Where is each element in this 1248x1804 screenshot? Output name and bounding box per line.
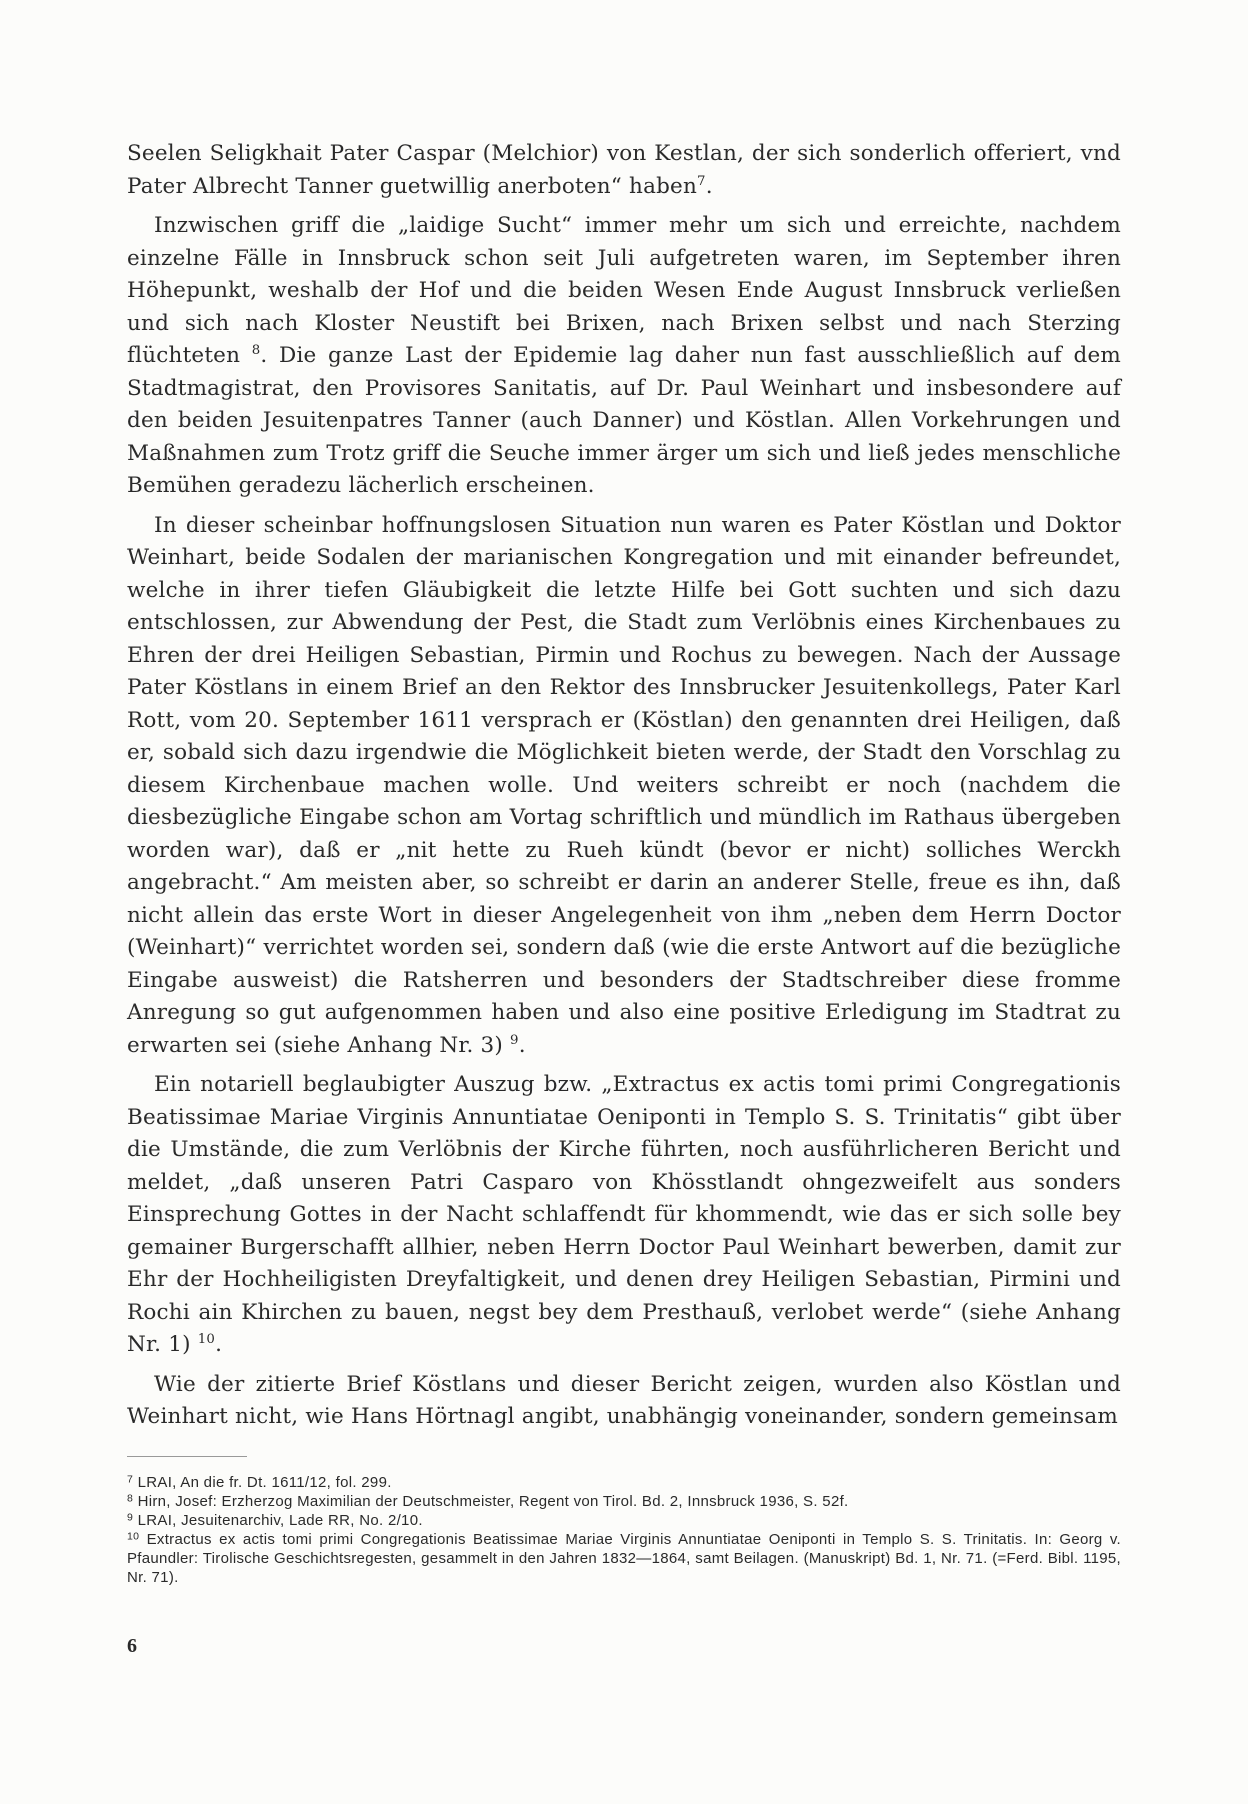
- body-text: [127, 138, 1121, 1434]
- footnote: $^9$ LRAI, Jesuitenarchiv, Lade RR, No. 2/10.: [127, 1511, 423, 1529]
- footnote-ref: 7: [697, 173, 706, 189]
- footnote: $^8$ Hirn, Josef: Erzherzog Maximilian der Deutschmeister, Regent von Tirol. Bd. 2, Innsbruck 1936, S. 52f.: [127, 1492, 849, 1510]
- footnote-ref: 10: [197, 1332, 216, 1348]
- footnote-ref: 8: [251, 343, 261, 359]
- page-number: 6: [127, 1635, 137, 1657]
- paragraph: Seelen Seligkhait Pater Caspar (Melchior) von Kestlan, der sich sonderlich offeriert, vnd Pater Albrecht Tanner guetwillig anerboten“ haben$^7$.: [127, 141, 1121, 199]
- paragraph: In dieser scheinbar hoffnungslosen Situation nun waren es Pater Köstlan und Doktor Weinhart, beide Sodalen der marianischen Kongregation und mit einander befreundet, welche in ihrer tiefen Gläubigkeit die letzte Hilfe bei Gott suchten und sich dazu entschlossen, zur Abwendung der Pest, die Stadt zum Verlöbnis eines Kirchenbaues zu Ehren der drei Heiligen Sebastian, Pirmin und Rochus zu bewegen. Nach der Aussage Pater Köstlans in einem Brief an den Rektor des Innsbrucker Jesuitenkollegs, Pater Karl Rott, vom 20. September 1611 versprach er (Köstlan) den genannten drei Heiligen, daß er, sobald sich dazu irgendwie die Möglichkeit bieten werde, der Stadt den Vorschlag zu diesem Kirchenbaue machen wolle. Und weiters schreibt er noch (nachdem die diesbezügliche Eingabe schon am Vortag schriftlich und mündlich im Rathaus übergeben worden war), daß er „nit hette zu Rueh kündt (bevor er nicht) solliches Werckh angebracht.“ Am meisten aber, so schreibt er darin an anderer Stelle, freue es ihn, daß nicht allein das erste Wort in dieser Angelegenheit von ihm „neben dem Herrn Doctor (Weinhart)“ verrichtet worden sei, sondern daß (wie die erste Antwort auf die bezügliche Eingabe ausweist) die Ratsherren und besonders der Stadtschreiber diese fromme Anregung so gut aufgenommen haben und also eine positive Erledigung im Stadtrat zu erwarten sei (siehe Anhang Nr. 3) $^9$.: [127, 512, 1121, 1058]
- footnotes: [127, 1473, 1121, 1587]
- footnote-divider: [127, 1456, 247, 1457]
- paragraph: Ein notariell beglaubigter Auszug bzw. „Extractus ex actis tomi primi Congregationis Beatissimae Mariae Virginis Annuntiatae Oeniponti in Templo S. S. Trinitatis“ gibt über die Umstände, die zum Verlöbnis der Kirche führten, noch ausführlicheren Bericht und meldet, „daß unseren Patri Casparo von Khösstlandt ohngezweifelt aus sonders Einsprechung Gottes in der Nacht schlaffendt für khommendt, wie das er sich solle bey gemainer Burgerschafft allhier, neben Herrn Doctor Paul Weinhart bewerben, damit zur Ehr der Hochheiligisten Dreyfaltigkeit, und denen drey Heiligen Sebastian, Pirmini und Rochi ain Khirchen zu bauen, negst bey dem Presthauß, verlobet werde“ (siehe Anhang Nr. 1) $^{10}$.: [127, 1072, 1121, 1357]
- paragraph: Wie der zitierte Brief Köstlans und dieser Bericht zeigen, wurden also Köstlan und Weinhart nicht, wie Hans Hörtnagl angibt, unabhängig voneinander, sondern gemeinsam: [127, 1371, 1121, 1429]
- footnote-ref: 9: [510, 1032, 519, 1048]
- footnote: $^{10}$ Extractus ex actis tomi primi Congregationis Beatissimae Mariae Virginis Annuntiatae Oeniponti in Templo S. S. Trinitatis. In: Georg v. Pfaundler: Tirolische Geschichtsregesten, gesammelt in den Jahren 1832—1864, samt Beilagen. (Manuskript) Bd. 1, Nr. 71. (=Ferd. Bibl. 1195, Nr. 71).: [127, 1530, 1122, 1586]
- footnote: $^7$ LRAI, An die fr. Dt. 1611/12, fol. 299.: [127, 1473, 392, 1491]
- paragraph: Inzwischen griff die „laidige Sucht“ immer mehr um sich und erreichte, nachdem einzelne Fälle in Innsbruck schon seit Juli aufgetreten waren, im September ihren Höhepunkt, weshalb der Hof und die beiden Wesen Ende August Innsbruck verließen und sich nach Kloster Neustift bei Brixen, nach Brixen selbst und nach Sterzing flüchteten $^8$. Die ganze Last der Epidemie lag daher nun fast ausschließlich auf dem Stadtmagistrat, den Provisores Sanitatis, auf Dr. Paul Weinhart und insbesondere auf den beiden Jesuitenpatres Tanner (auch Danner) und Köstlan. Allen Vorkehrungen und Maßnahmen zum Trotz griff die Seuche immer ärger um sich und ließ jedes menschliche Bemühen geradezu lächerlich erscheinen.: [127, 213, 1121, 498]
